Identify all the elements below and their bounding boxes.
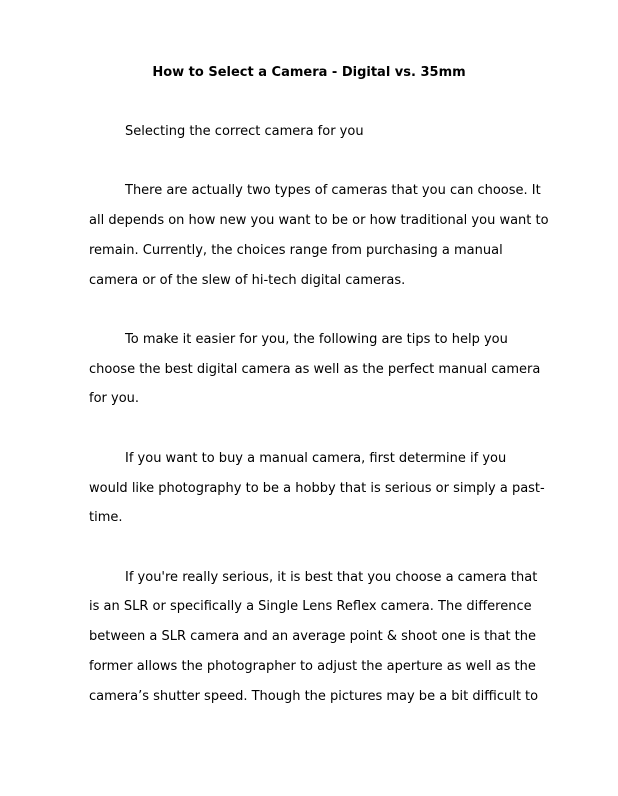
paragraph-4-line-4: former allows the photographer to adjust the aperture as well as the [89, 659, 536, 674]
paragraph-3-line-2: would like photography to be a hobby that is serious or simply a past- [89, 481, 545, 496]
paragraph-4-line-5: camera’s shutter speed. Though the pictures may be a bit difficult to [89, 689, 539, 704]
document-title: How to Select a Camera - Digital vs. 35mm [152, 65, 466, 80]
paragraph-4-line-2: is an SLR or specifically a Single Lens Reflex camera. The difference [89, 599, 532, 614]
paragraph-1-line-4: camera or of the slew of hi-tech digital cameras. [89, 273, 406, 288]
paragraph-1-line-1: There are actually two types of cameras that you can choose. It [125, 183, 541, 198]
paragraph-4-line-1: If you're really serious, it is best that you choose a camera that [125, 570, 538, 585]
paragraph-3-line-1: If you want to buy a manual camera, first determine if you [125, 451, 507, 466]
paragraph-1-line-2: all depends on how new you want to be or how traditional you want to [89, 213, 549, 228]
paragraph-2-line-1: To make it easier for you, the following are tips to help you [125, 332, 508, 347]
paragraph-2-line-3: for you. [89, 391, 140, 406]
subtitle-line: Selecting the correct camera for you [125, 124, 364, 139]
paragraph-4-line-3: between a SLR camera and an average point & shoot one is that the [89, 629, 537, 644]
paragraph-1-line-3: remain. Currently, the choices range from purchasing a manual [89, 243, 503, 258]
paragraph-3-line-3: time. [89, 510, 123, 525]
paragraph-2-line-2: choose the best digital camera as well as the perfect manual camera [89, 362, 541, 377]
